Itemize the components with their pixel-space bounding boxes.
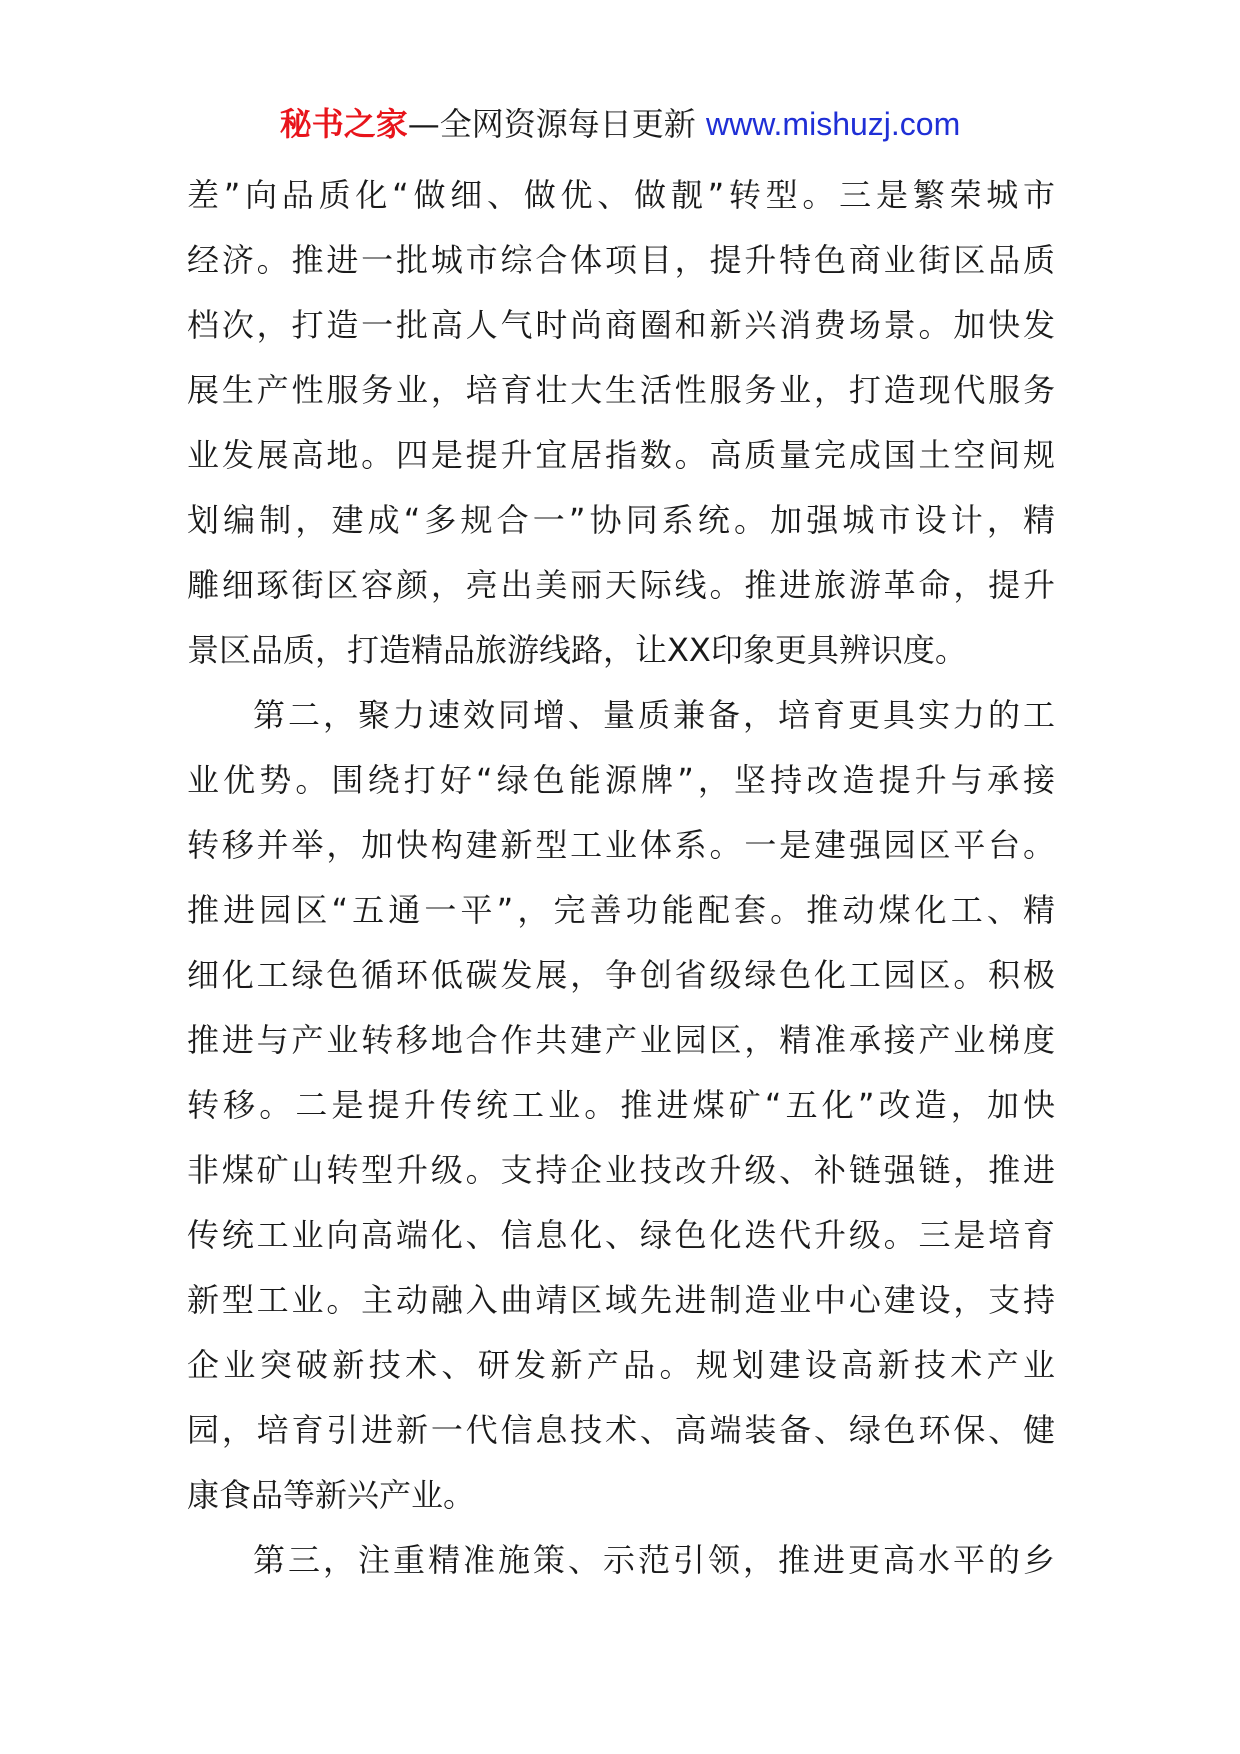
text-line: 差”向品质化“做细、做优、做靓”转型。三是繁荣城市: [187, 176, 1055, 214]
text-line: 经济。推进一批城市综合体项目，提升特色商业街区品质: [187, 241, 1055, 279]
section-heading-line: 第三，注重精准施策、示范引领，推进更高水平的乡: [253, 1541, 1055, 1579]
paragraph-end-line: 康食品等新兴产业。: [187, 1476, 476, 1514]
text-line: 雕细琢街区容颜，亮出美丽天际线。推进旅游革命，提升: [187, 566, 1055, 604]
text-line: 园，培育引进新一代信息技术、高端装备、绿色环保、健: [187, 1411, 1055, 1449]
site-url-link[interactable]: www.mishuzj.com: [705, 106, 961, 142]
paragraph-end-line: 景区品质，打造精品旅游线路，让XX印象更具辨识度。: [187, 631, 967, 669]
text-line: 档次，打造一批高人气时尚商圈和新兴消费场景。加快发: [187, 306, 1055, 344]
document-body: [187, 163, 1055, 1593]
text-line: 划编制，建成“多规合一”协同系统。加强城市设计，精: [187, 501, 1055, 539]
section-heading-line: 第二，聚力速效同增、量质兼备，培育更具实力的工: [253, 696, 1055, 734]
text-line: 细化工绿色循环低碳发展，争创省级绿色化工园区。积极: [187, 956, 1055, 994]
text-line: 转移并举，加快构建新型工业体系。一是建强园区平台。: [187, 826, 1055, 864]
text-line: 非煤矿山转型升级。支持企业技改升级、补链强链，推进: [187, 1151, 1055, 1189]
text-line: 推进园区“五通一平”，完善功能配套。推动煤化工、精: [187, 891, 1055, 929]
page-header: [0, 100, 1240, 148]
text-line: 新型工业。主动融入曲靖区域先进制造业中心建设，支持: [187, 1281, 1055, 1319]
text-line: 展生产性服务业，培育壮大生活性服务业，打造现代服务: [187, 371, 1055, 409]
text-line: 传统工业向高端化、信息化、绿色化迭代升级。三是培育: [187, 1216, 1055, 1254]
text-line: 推进与产业转移地合作共建产业园区，精准承接产业梯度: [187, 1021, 1055, 1059]
text-line: 业发展高地。四是提升宜居指数。高质量完成国土空间规: [187, 436, 1055, 474]
text-line: 业优势。围绕打好“绿色能源牌”，坚持改造提升与承接: [187, 761, 1055, 799]
brand-name: 秘书之家: [279, 105, 408, 143]
text-line: 企业突破新技术、研发新产品。规划建设高新技术产业: [187, 1346, 1055, 1384]
header-slogan: —全网资源每日更新: [407, 105, 696, 143]
text-line: 转移。二是提升传统工业。推进煤矿“五化”改造，加快: [187, 1086, 1055, 1124]
